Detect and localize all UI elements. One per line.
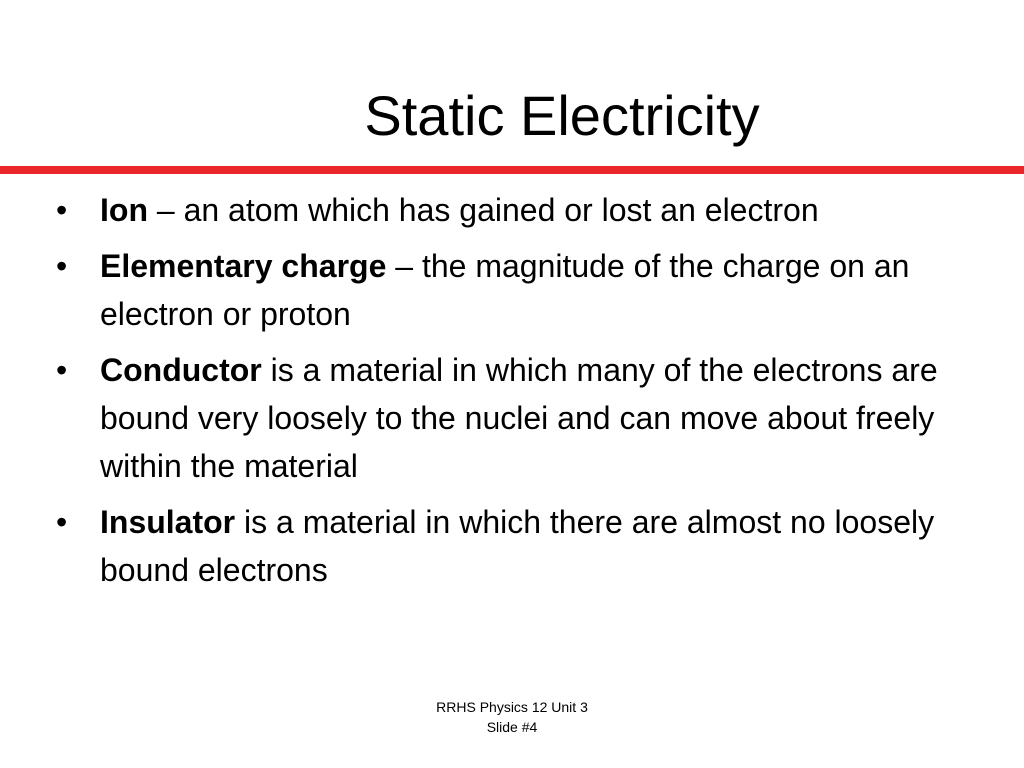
bullet-text: is a material in which there are almost no loosely bound electrons xyxy=(100,504,935,588)
footer-slide-number: Slide #4 xyxy=(486,719,538,735)
bullet-term: Conductor xyxy=(100,352,262,388)
bullet-list xyxy=(56,186,976,602)
bullet-text: is a material in which many of the electrons are bound very loosely to the nuclei and can move about freely within the material xyxy=(100,352,938,484)
bullet-icon: • xyxy=(56,192,68,228)
slide-title: Static Electricity xyxy=(364,84,760,147)
bullet-term: Elementary charge xyxy=(100,248,387,284)
bullet-item-conductor xyxy=(56,346,976,490)
bullet-icon: • xyxy=(56,504,68,540)
bullet-item-elementary-charge xyxy=(56,242,976,338)
slide-footer xyxy=(412,697,612,737)
bullet-icon: • xyxy=(56,248,68,284)
bullet-text: – an atom which has gained or lost an electron xyxy=(147,192,819,228)
bullet-icon: • xyxy=(56,352,68,388)
bullet-item-insulator xyxy=(56,498,976,594)
title-divider-line xyxy=(0,166,1024,174)
bullet-term: Ion xyxy=(100,192,148,228)
bullet-text: – the magnitude of the charge on an electron or proton xyxy=(100,248,910,332)
bullet-term: Insulator xyxy=(100,504,236,540)
bullet-item-ion xyxy=(56,186,976,234)
footer-course-label: RRHS Physics 12 Unit 3 xyxy=(436,699,588,715)
